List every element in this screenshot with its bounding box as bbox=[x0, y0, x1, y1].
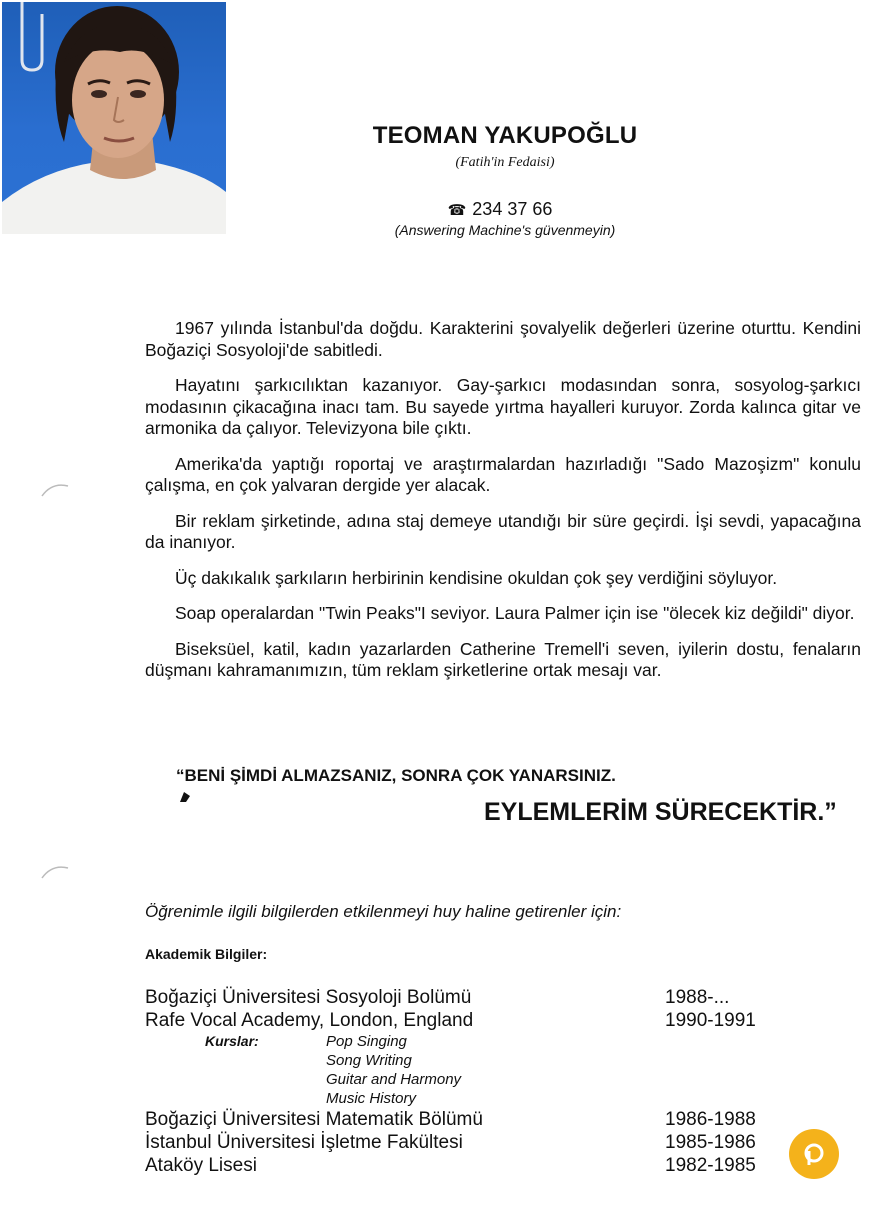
years: 1985-1986 bbox=[665, 1132, 756, 1153]
years: 1988-... bbox=[665, 987, 730, 1008]
bio-paragraph: Hayatını şarkıcılıktan kazanıyor. Gay-şarkıcı modasından sonra, sosyolog-şarkıcı modasının çikacağına inacı tam. Bu sayede yırtma hayalleri kuruyor. Zorda kalınca gitar ve armonika da çalıyor. Televizyona bile çıktı. bbox=[145, 375, 861, 438]
course-item: Music History bbox=[326, 1090, 417, 1107]
bio-paragraph: 1967 yılında İstanbul'da doğdu. Karakterini şovalyelik değerleri üzerine oturttu. Kendini Boğaziçi Sosyoloji'de sabitledi. bbox=[145, 318, 861, 360]
institution: Boğaziçi Üniversitesi Matematik Bölümü bbox=[145, 1109, 483, 1130]
bio-paragraph: Amerika'da yaptığı roportaj ve araştırmalardan hazırladığı "Sado Mazoşizm" konulu çalışma, en çok yalvaran dergide yer alacak. bbox=[145, 453, 861, 495]
course-item: Pop Singing bbox=[326, 1033, 407, 1050]
education-intro: Öğrenimle ilgili bilgilerden etkilenmeyi huy haline getirenler için: bbox=[145, 902, 622, 921]
years: 1990-1991 bbox=[665, 1010, 756, 1031]
institution: Boğaziçi Üniversitesi Sosyoloji Bolümü bbox=[145, 987, 472, 1008]
course-item: Guitar and Harmony bbox=[326, 1071, 462, 1088]
academic-heading: Akademik Bilgiler: bbox=[145, 946, 268, 962]
bio-paragraph: Soap operalardan "Twin Peaks"I seviyor. Laura Palmer için ise "ölecek kiz değildi" diyor. bbox=[175, 603, 855, 623]
education-row bbox=[145, 1010, 765, 1032]
punch-hole-mark bbox=[40, 480, 70, 500]
institution: Rafe Vocal Academy, London, England bbox=[145, 1010, 474, 1031]
quote-line-1: “BENİ ŞİMDİ ALMAZSANIZ, SONRA ÇOK YANARSINIZ. bbox=[176, 766, 616, 785]
years: 1986-1988 bbox=[665, 1109, 756, 1130]
profile-photo bbox=[2, 2, 226, 234]
course-item: Song Writing bbox=[326, 1052, 412, 1069]
education-row bbox=[145, 1155, 765, 1177]
education-row bbox=[145, 1109, 765, 1131]
phone-line bbox=[400, 199, 600, 220]
bio-paragraph: Üç dakıkalık şarkıların herbirinin kendisine okuldan çok şey verdiğini söyluyor. bbox=[175, 567, 778, 588]
bio-paragraph: Biseksüel, katil, kadın yazarlarden Catherine Tremell'i seven, iyilerin dostu, fenaların düşmanı kahramanımızın, tüm reklam şirketlerine ortak mesajı var. bbox=[145, 638, 861, 680]
phone-note: (Answering Machine's güvenmeyin) bbox=[394, 222, 616, 238]
person-nickname: (Fatih'in Fedaisi) bbox=[455, 155, 555, 170]
courses-label: Kurslar: bbox=[205, 1033, 259, 1049]
education-row bbox=[145, 987, 765, 1009]
institution: İstanbul Üniversitesi İşletme Fakültesi bbox=[145, 1132, 463, 1153]
institution: Ataköy Lisesi bbox=[145, 1155, 257, 1176]
telephone-icon: ☎ bbox=[447, 202, 467, 219]
ink-blot-mark bbox=[178, 790, 192, 804]
biography bbox=[145, 318, 861, 696]
person-name: TEOMAN YAKUPOĞLU bbox=[372, 122, 638, 149]
punch-hole-mark bbox=[40, 862, 70, 882]
bio-paragraph: Bir reklam şirketinde, adına staj demeye utandığı bir süre geçirdi. İşi sevdi, yapacağına da inanıyor. bbox=[145, 510, 861, 552]
portrait-image bbox=[2, 2, 226, 234]
years: 1982-1985 bbox=[665, 1155, 756, 1176]
quote-line-2: EYLEMLERİM SÜRECEKTİR.” bbox=[484, 798, 837, 826]
phone-number: 234 37 66 bbox=[472, 199, 553, 219]
app-logo-icon[interactable] bbox=[789, 1129, 839, 1179]
education-row bbox=[145, 1132, 765, 1154]
logo-glyph-icon bbox=[799, 1139, 829, 1169]
